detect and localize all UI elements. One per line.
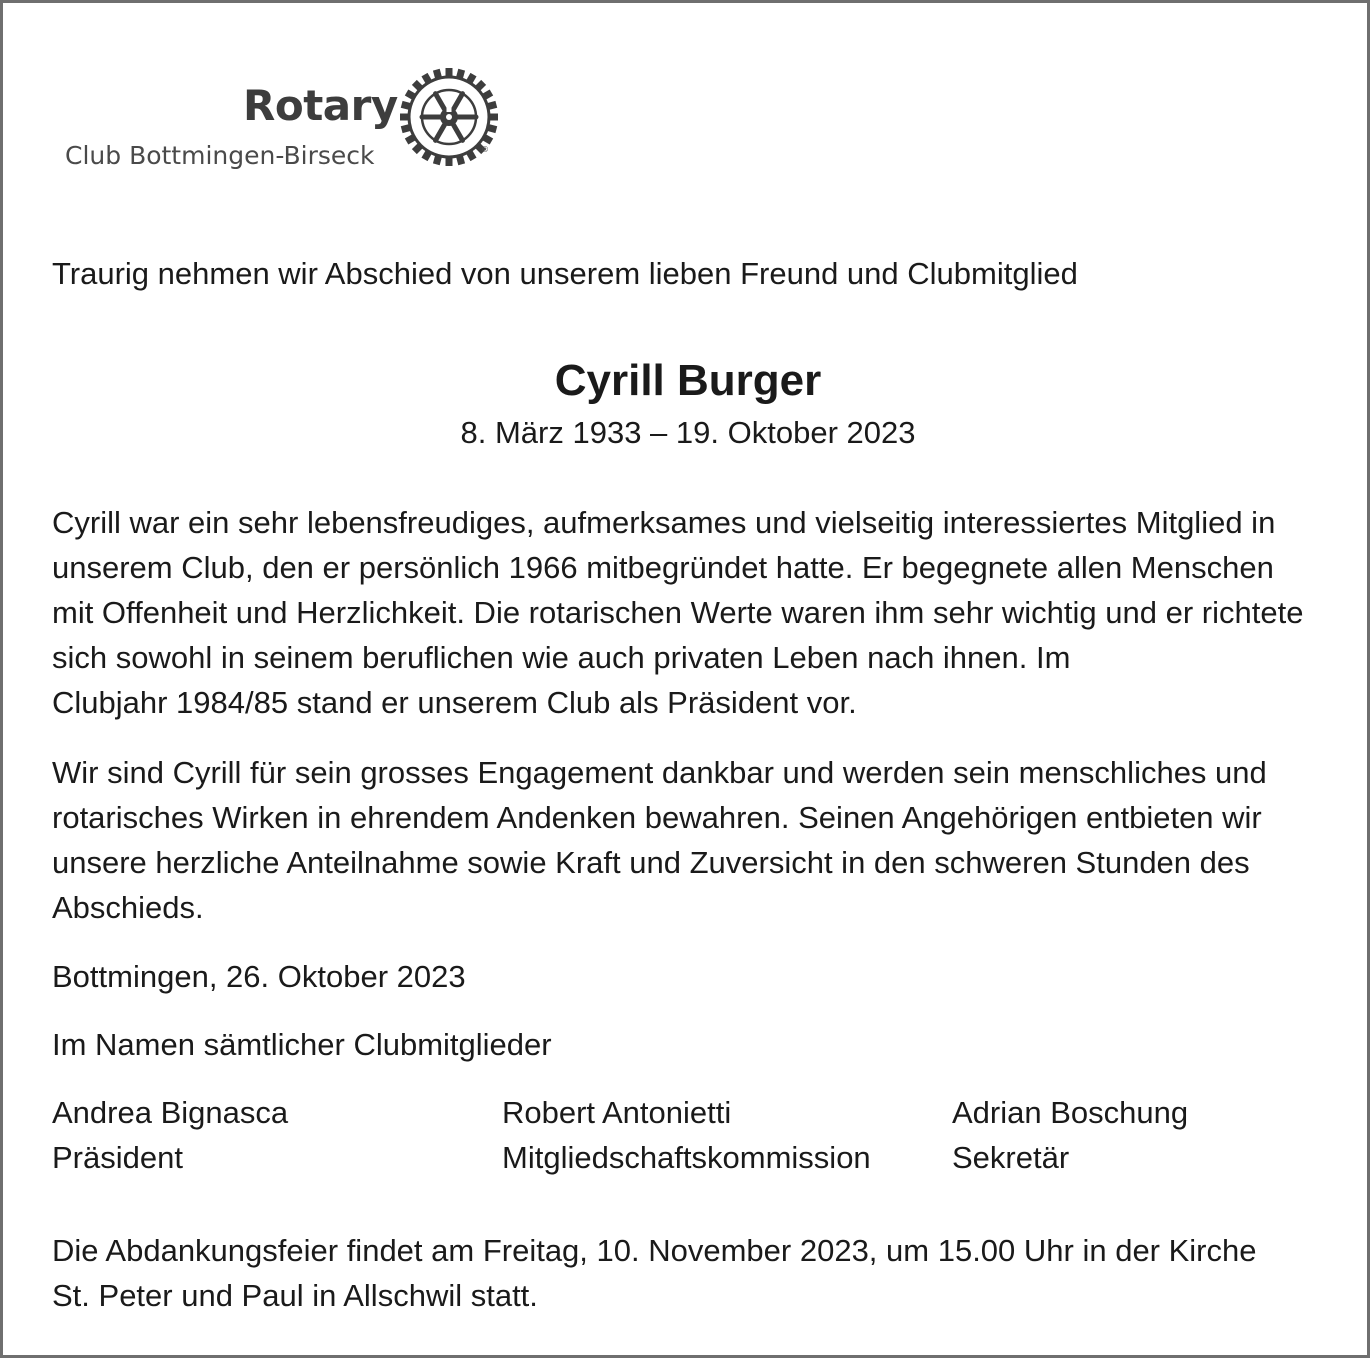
- signatory-1: [52, 1090, 288, 1180]
- life-dates: 8. März 1933 – 19. Oktober 2023: [460, 415, 916, 450]
- paragraph-line: unsere herzliche Anteilnahme sowie Kraft und Zuversicht in den schweren Stunden des: [52, 845, 1250, 880]
- intro-line: Traurig nehmen wir Abschied von unserem lieben Freund und Clubmitglied: [52, 256, 1078, 291]
- signatory-role: Sekretär: [952, 1140, 1070, 1175]
- logo-wordmark: Rotary: [243, 81, 398, 130]
- paragraph-line: Abschieds.: [52, 890, 204, 925]
- on-behalf-line: Im Namen sämtlicher Clubmitglieder: [52, 1027, 552, 1062]
- paragraph-line: sich sowohl in seinem beruflichen wie auch privaten Leben nach ihnen. Im: [52, 640, 1071, 675]
- rotary-club-logo: [63, 65, 503, 180]
- paragraph-line: mit Offenheit und Herzlichkeit. Die rotarischen Werte waren ihm sehr wichtig und er richtete: [52, 595, 1304, 630]
- paragraph-line: Wir sind Cyrill für sein grosses Engagement dankbar und werden sein menschliches und: [52, 755, 1267, 790]
- signatory-name: Robert Antonietti: [502, 1095, 732, 1130]
- paragraph-line: Cyrill war ein sehr lebensfreudiges, aufmerksames und vielseitig interessiertes Mitglied in: [52, 505, 1276, 540]
- signatory-name: Adrian Boschung: [952, 1095, 1189, 1130]
- ceremony-line: Die Abdankungsfeier findet am Freitag, 10. November 2023, um 15.00 Uhr in der Kirche: [52, 1233, 1257, 1268]
- signatory-role: Präsident: [52, 1140, 183, 1175]
- paragraph-line: Clubjahr 1984/85 stand er unserem Club als Präsident vor.: [52, 685, 857, 720]
- deceased-name: Cyrill Burger: [554, 356, 822, 405]
- signatory-name: Andrea Bignasca: [52, 1095, 289, 1130]
- tribute-paragraph-2: [52, 750, 1267, 930]
- tribute-paragraph-1: [52, 500, 1303, 725]
- logo-club-name: Club Bottmingen-Birseck: [65, 141, 375, 170]
- registered-mark: ®: [481, 145, 489, 154]
- paragraph-line: unserem Club, den er persönlich 1966 mitbegründet hatte. Er begegnete allen Menschen: [52, 550, 1274, 585]
- ceremony-line: St. Peter und Paul in Allschwil statt.: [52, 1278, 538, 1313]
- signatory-role: Mitgliedschaftskommission: [502, 1140, 871, 1175]
- signatory-2: [502, 1090, 871, 1180]
- paragraph-line: rotarisches Wirken in ehrendem Andenken bewahren. Seinen Angehörigen entbieten wir: [52, 800, 1262, 835]
- funeral-ceremony-info: [52, 1228, 1257, 1318]
- place-and-date: Bottmingen, 26. Oktober 2023: [52, 959, 466, 994]
- signatory-3: [952, 1090, 1188, 1180]
